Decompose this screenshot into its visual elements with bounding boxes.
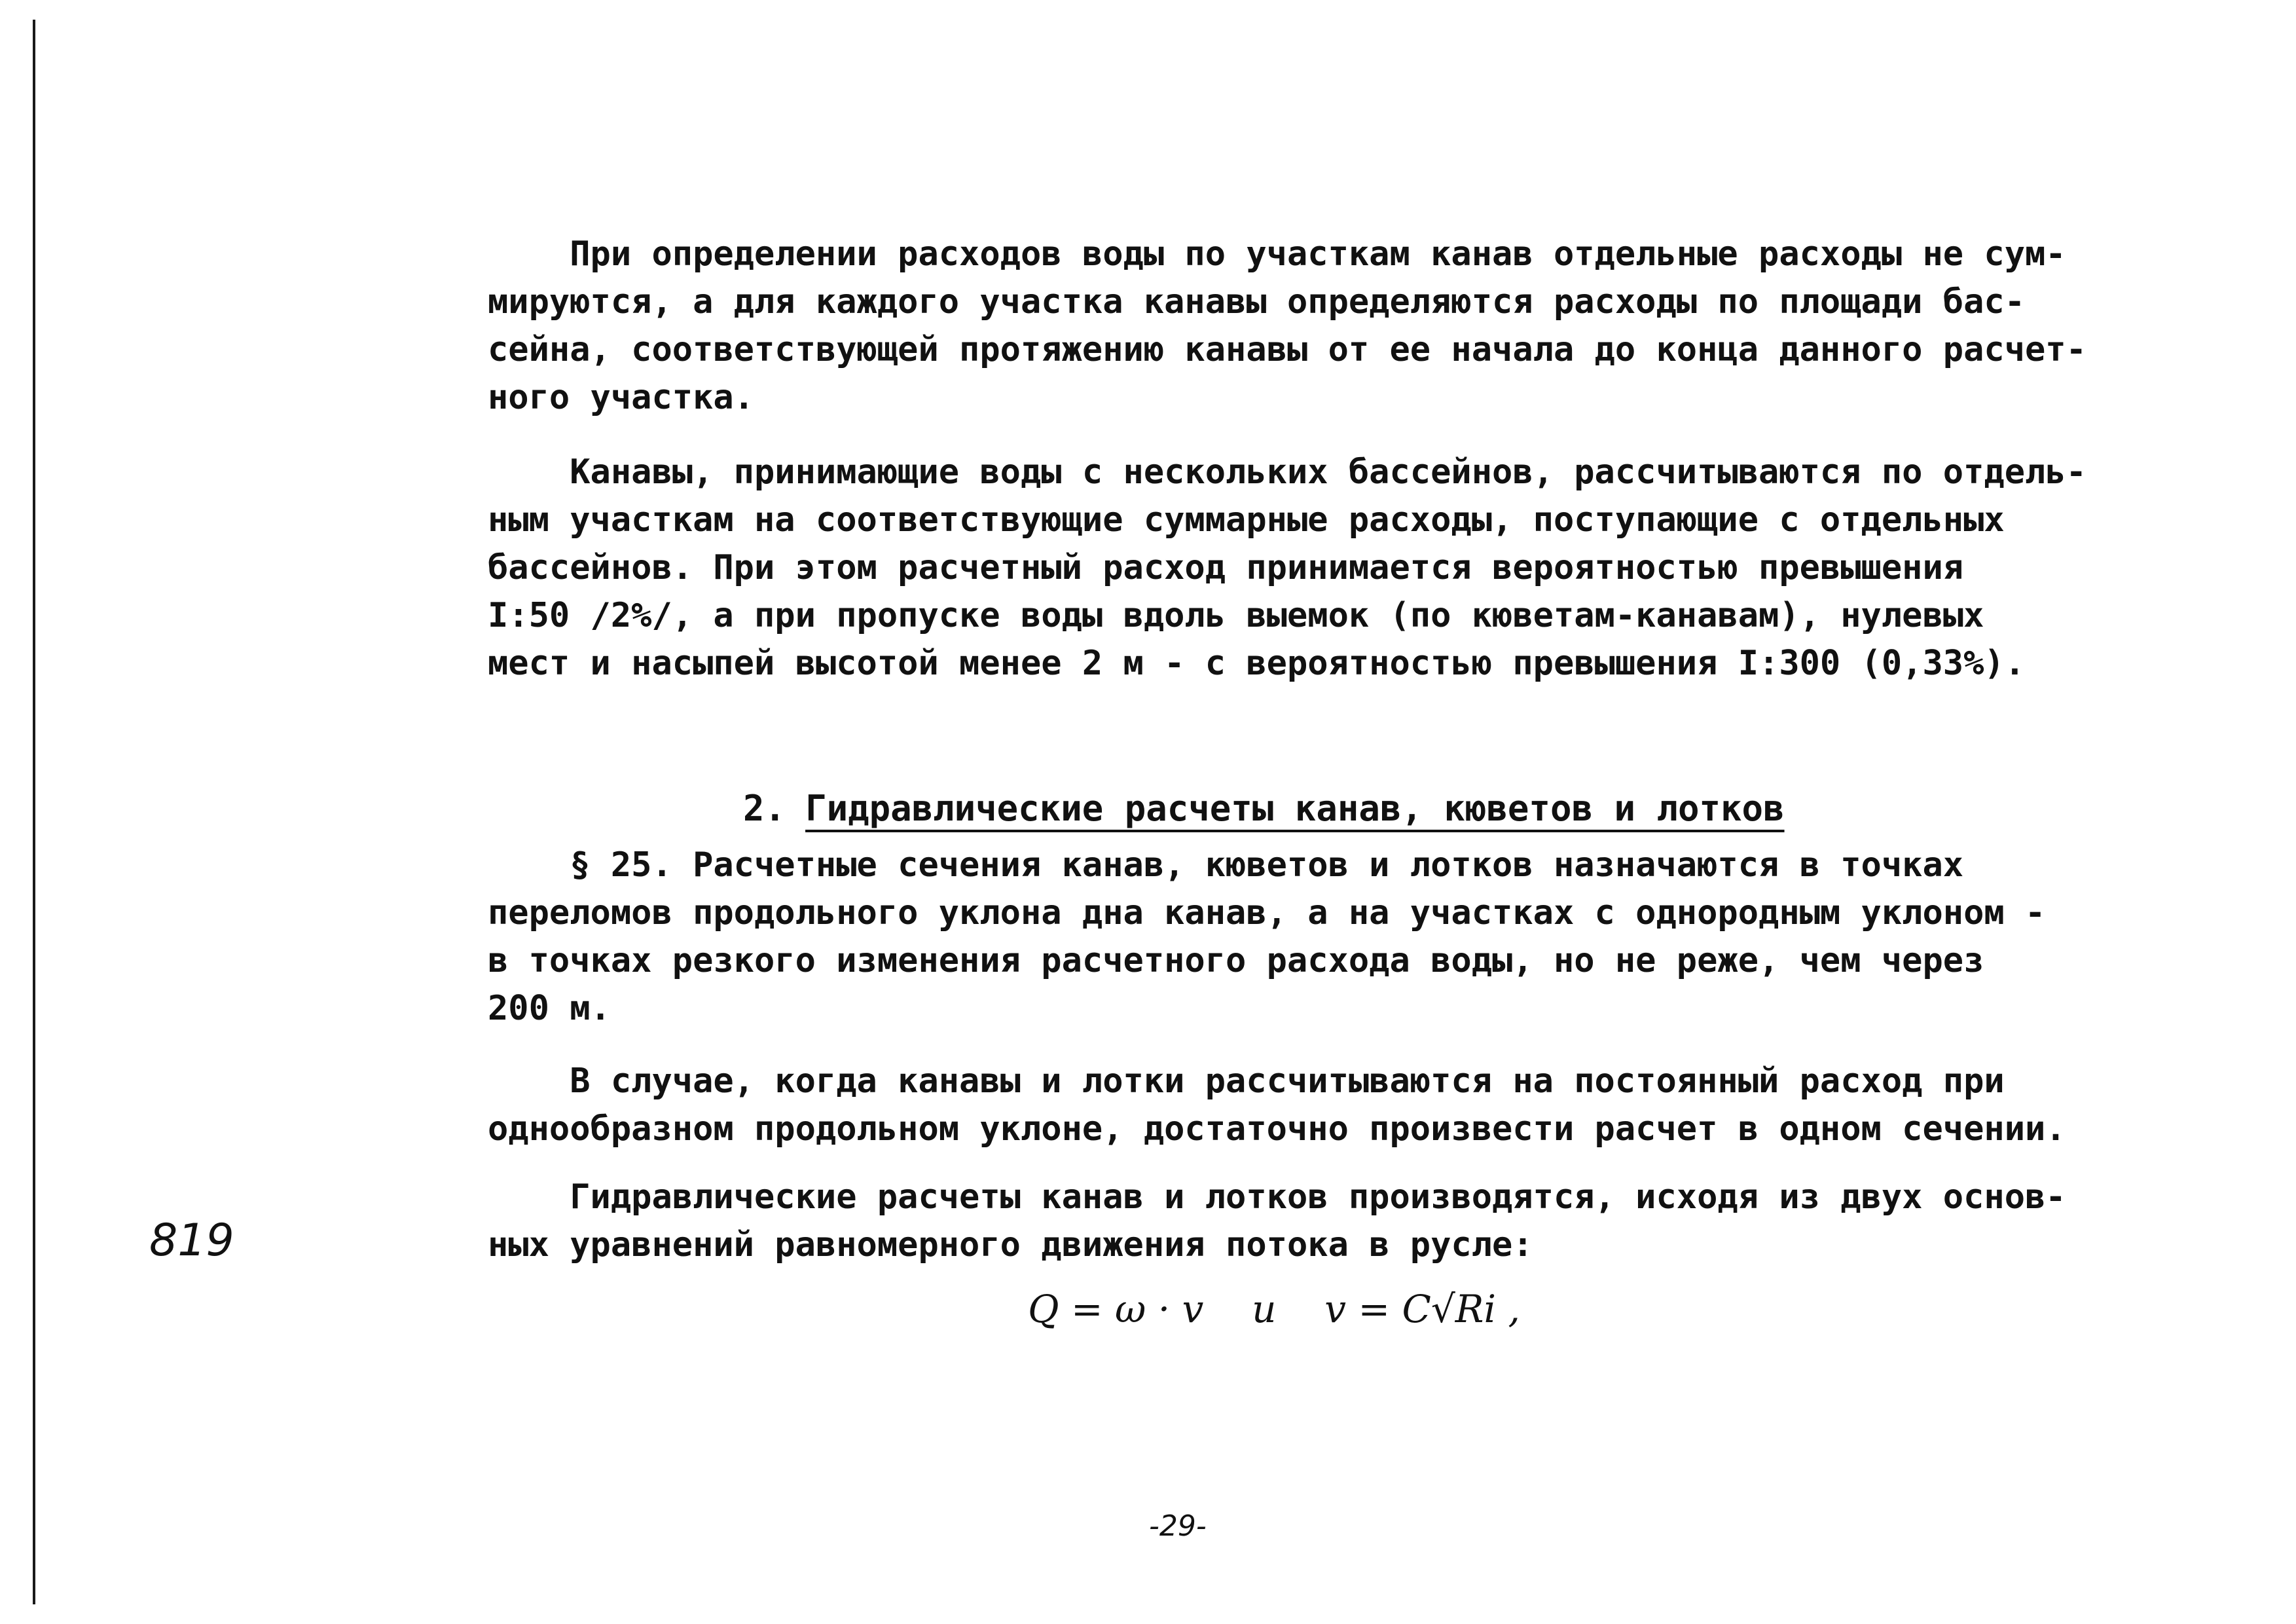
section-title: Гидравлические расчеты канав, кюветов и лотков <box>805 788 1785 829</box>
paragraph-multiple-basins: Канавы, принимающие воды с нескольких бассейнов, рассчитываются по отдель- ным участкам на соответствующие суммарные расходы, поступающие с отдельных бассейнов. При этом расчетный расход принимается вероятностью превышения I:50 /2%/, а при пропуске воды вдоль выемок (по кюветам-канавам), нулевых мест и насыпей высотой менее 2 м - с вероятностью превышения I:300 (0,33%). <box>488 452 2086 683</box>
paragraph-section-25: § 25. Расчетные сечения канав, кюветов и лотков назначаются в точках переломов продольного уклона дна канав, а на участках с однородным уклоном - в точках резкого изменения расчетного расхода воды, но не реже, чем через 200 м. <box>488 845 2046 1028</box>
margin-annotation-number: 819 <box>149 1215 234 1266</box>
binding-line <box>33 20 35 1604</box>
section-heading <box>701 747 1785 829</box>
flow-equations-formula: Q = ω · v и v = C√Ri , <box>1028 1287 1520 1331</box>
paragraph-discharge-summation: При определении расходов воды по участкам канав отдельные расходы не сум- мируются, а для каждого участка канавы определяются расходы по площади бас- сейна, соответствующей протяжению канавы от ее начала до конца данного расчет- ного участка. <box>488 234 2086 417</box>
paragraph-hydraulic-equations: Гидравлические расчеты канав и лотков производятся, исходя из двух основ- ных уравнений равномерного движения потока в русле: <box>488 1177 2066 1264</box>
paragraph-constant-discharge: В случае, когда канавы и лотки рассчитываются на постоянный расход при однообразном продольном уклоне, достаточно произвести расчет в одном сечении. <box>488 1061 2066 1149</box>
section-number: 2. <box>743 788 786 829</box>
page-number: -29- <box>1149 1509 1207 1543</box>
